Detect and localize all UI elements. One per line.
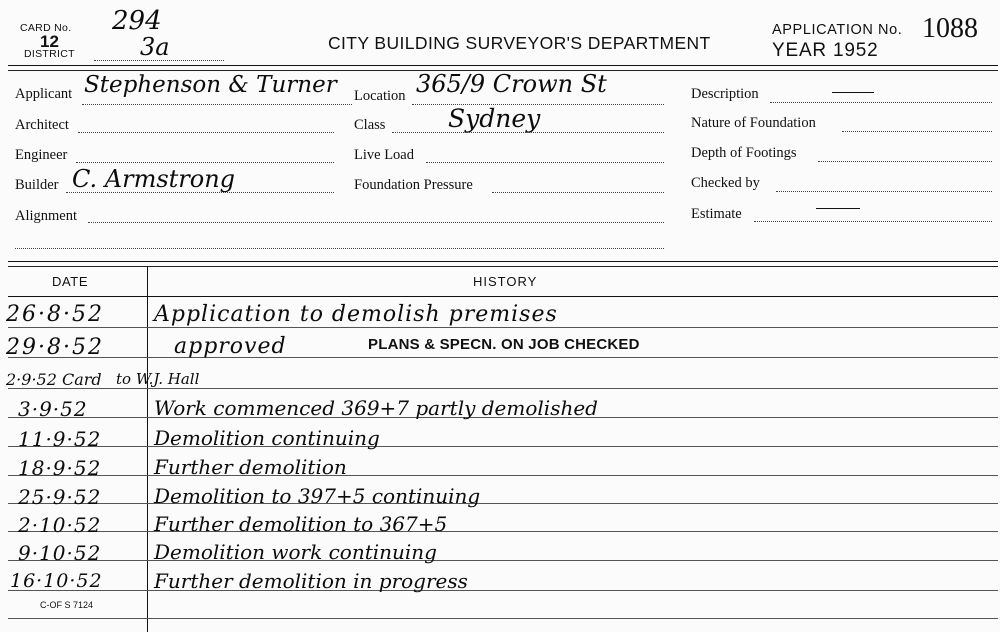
architect-line: [78, 132, 334, 133]
card-no-label: CARD No.: [20, 22, 72, 34]
alignment-line: [88, 222, 664, 223]
history-text: Demolition work continuing: [154, 540, 437, 564]
history-text: Demolition continuing: [154, 426, 380, 450]
district-value: 3a: [140, 33, 170, 61]
class-line: [392, 132, 664, 133]
year-label: YEAR 1952: [772, 40, 879, 61]
builder-label: Builder: [15, 177, 59, 193]
application-label: APPLICATION No.: [772, 22, 903, 38]
history-rule-top2: [8, 266, 998, 267]
district-mark: 12: [40, 32, 59, 51]
ruled-line: [8, 618, 998, 619]
estimate-dash: [816, 208, 860, 209]
approval-stamp: PLANS & SPECN. ON JOB CHECKED: [368, 336, 640, 353]
nature-line: [842, 131, 992, 132]
history-text: to W.J. Hall: [116, 370, 200, 388]
applicant-label: Applicant: [15, 86, 73, 102]
history-text: approved: [174, 334, 287, 359]
checked-line: [776, 191, 992, 192]
depth-label: Depth of Footings: [691, 145, 797, 161]
history-date: 2·10·52: [18, 513, 102, 537]
history-rule-top: [8, 261, 998, 262]
engineer-label: Engineer: [15, 147, 68, 163]
history-column-header: HISTORY: [473, 274, 538, 289]
foundation-pressure-label: Foundation Pressure: [354, 177, 473, 193]
location-label: Location: [354, 88, 406, 104]
applicant-line: [82, 104, 352, 105]
history-date: 18·9·52: [18, 456, 102, 480]
history-date: 29·8·52: [6, 335, 104, 360]
blank-line: [15, 248, 664, 249]
ruled-line: [8, 327, 998, 328]
description-dash: [832, 92, 874, 93]
card-no-value: 294: [112, 6, 162, 36]
ruled-line: [8, 388, 998, 389]
description-line: [770, 102, 992, 103]
date-column-header: DATE: [52, 274, 89, 289]
class-value: Sydney: [448, 104, 541, 133]
history-date: 25·9·52: [18, 485, 102, 509]
estimate-line: [754, 221, 992, 222]
history-date: 26·8·52: [6, 302, 104, 327]
architect-label: Architect: [15, 117, 69, 133]
builder-value: C. Armstrong: [72, 165, 236, 193]
alignment-label: Alignment: [15, 208, 78, 224]
nature-label: Nature of Foundation: [691, 115, 816, 131]
date-column-divider: [147, 266, 148, 632]
history-text: Further demolition in progress: [154, 569, 468, 593]
builder-line: [66, 192, 334, 193]
department-title: CITY BUILDING SURVEYOR'S DEPARTMENT: [328, 33, 711, 53]
form-code: C-OF S 7124: [40, 600, 94, 610]
live-load-line: [426, 162, 664, 163]
depth-line: [818, 161, 992, 162]
district-label: DISTRICT: [24, 48, 75, 60]
live-load-label: Live Load: [354, 147, 414, 163]
history-date: 11·9·52: [18, 427, 102, 451]
history-text: Further demolition: [154, 455, 347, 479]
history-date: 2·9·52 Card: [6, 370, 102, 389]
ruled-line: [8, 357, 998, 358]
description-label: Description: [691, 86, 759, 102]
applicant-value: Stephenson & Turner: [84, 72, 337, 98]
checked-label: Checked by: [691, 175, 760, 191]
location-value: 365/9 Crown St: [416, 70, 607, 98]
history-text: Work commenced 369+7 partly demolished: [154, 396, 598, 420]
engineer-line: [76, 162, 334, 163]
district-underline: [94, 60, 224, 61]
class-label: Class: [354, 117, 386, 133]
history-date: 3·9·52: [18, 397, 88, 421]
history-text: Further demolition to 367+5: [154, 512, 448, 536]
application-number: 1088: [922, 13, 978, 44]
estimate-label: Estimate: [691, 206, 742, 222]
foundation-pressure-line: [492, 192, 664, 193]
history-text: Application to demolish premises: [154, 302, 558, 327]
history-header-rule: [8, 296, 998, 297]
header-rule-top: [8, 65, 998, 66]
history-text: Demolition to 397+5 continuing: [154, 484, 481, 508]
history-date: 16·10·52: [10, 570, 103, 592]
history-date: 9·10·52: [18, 541, 102, 565]
